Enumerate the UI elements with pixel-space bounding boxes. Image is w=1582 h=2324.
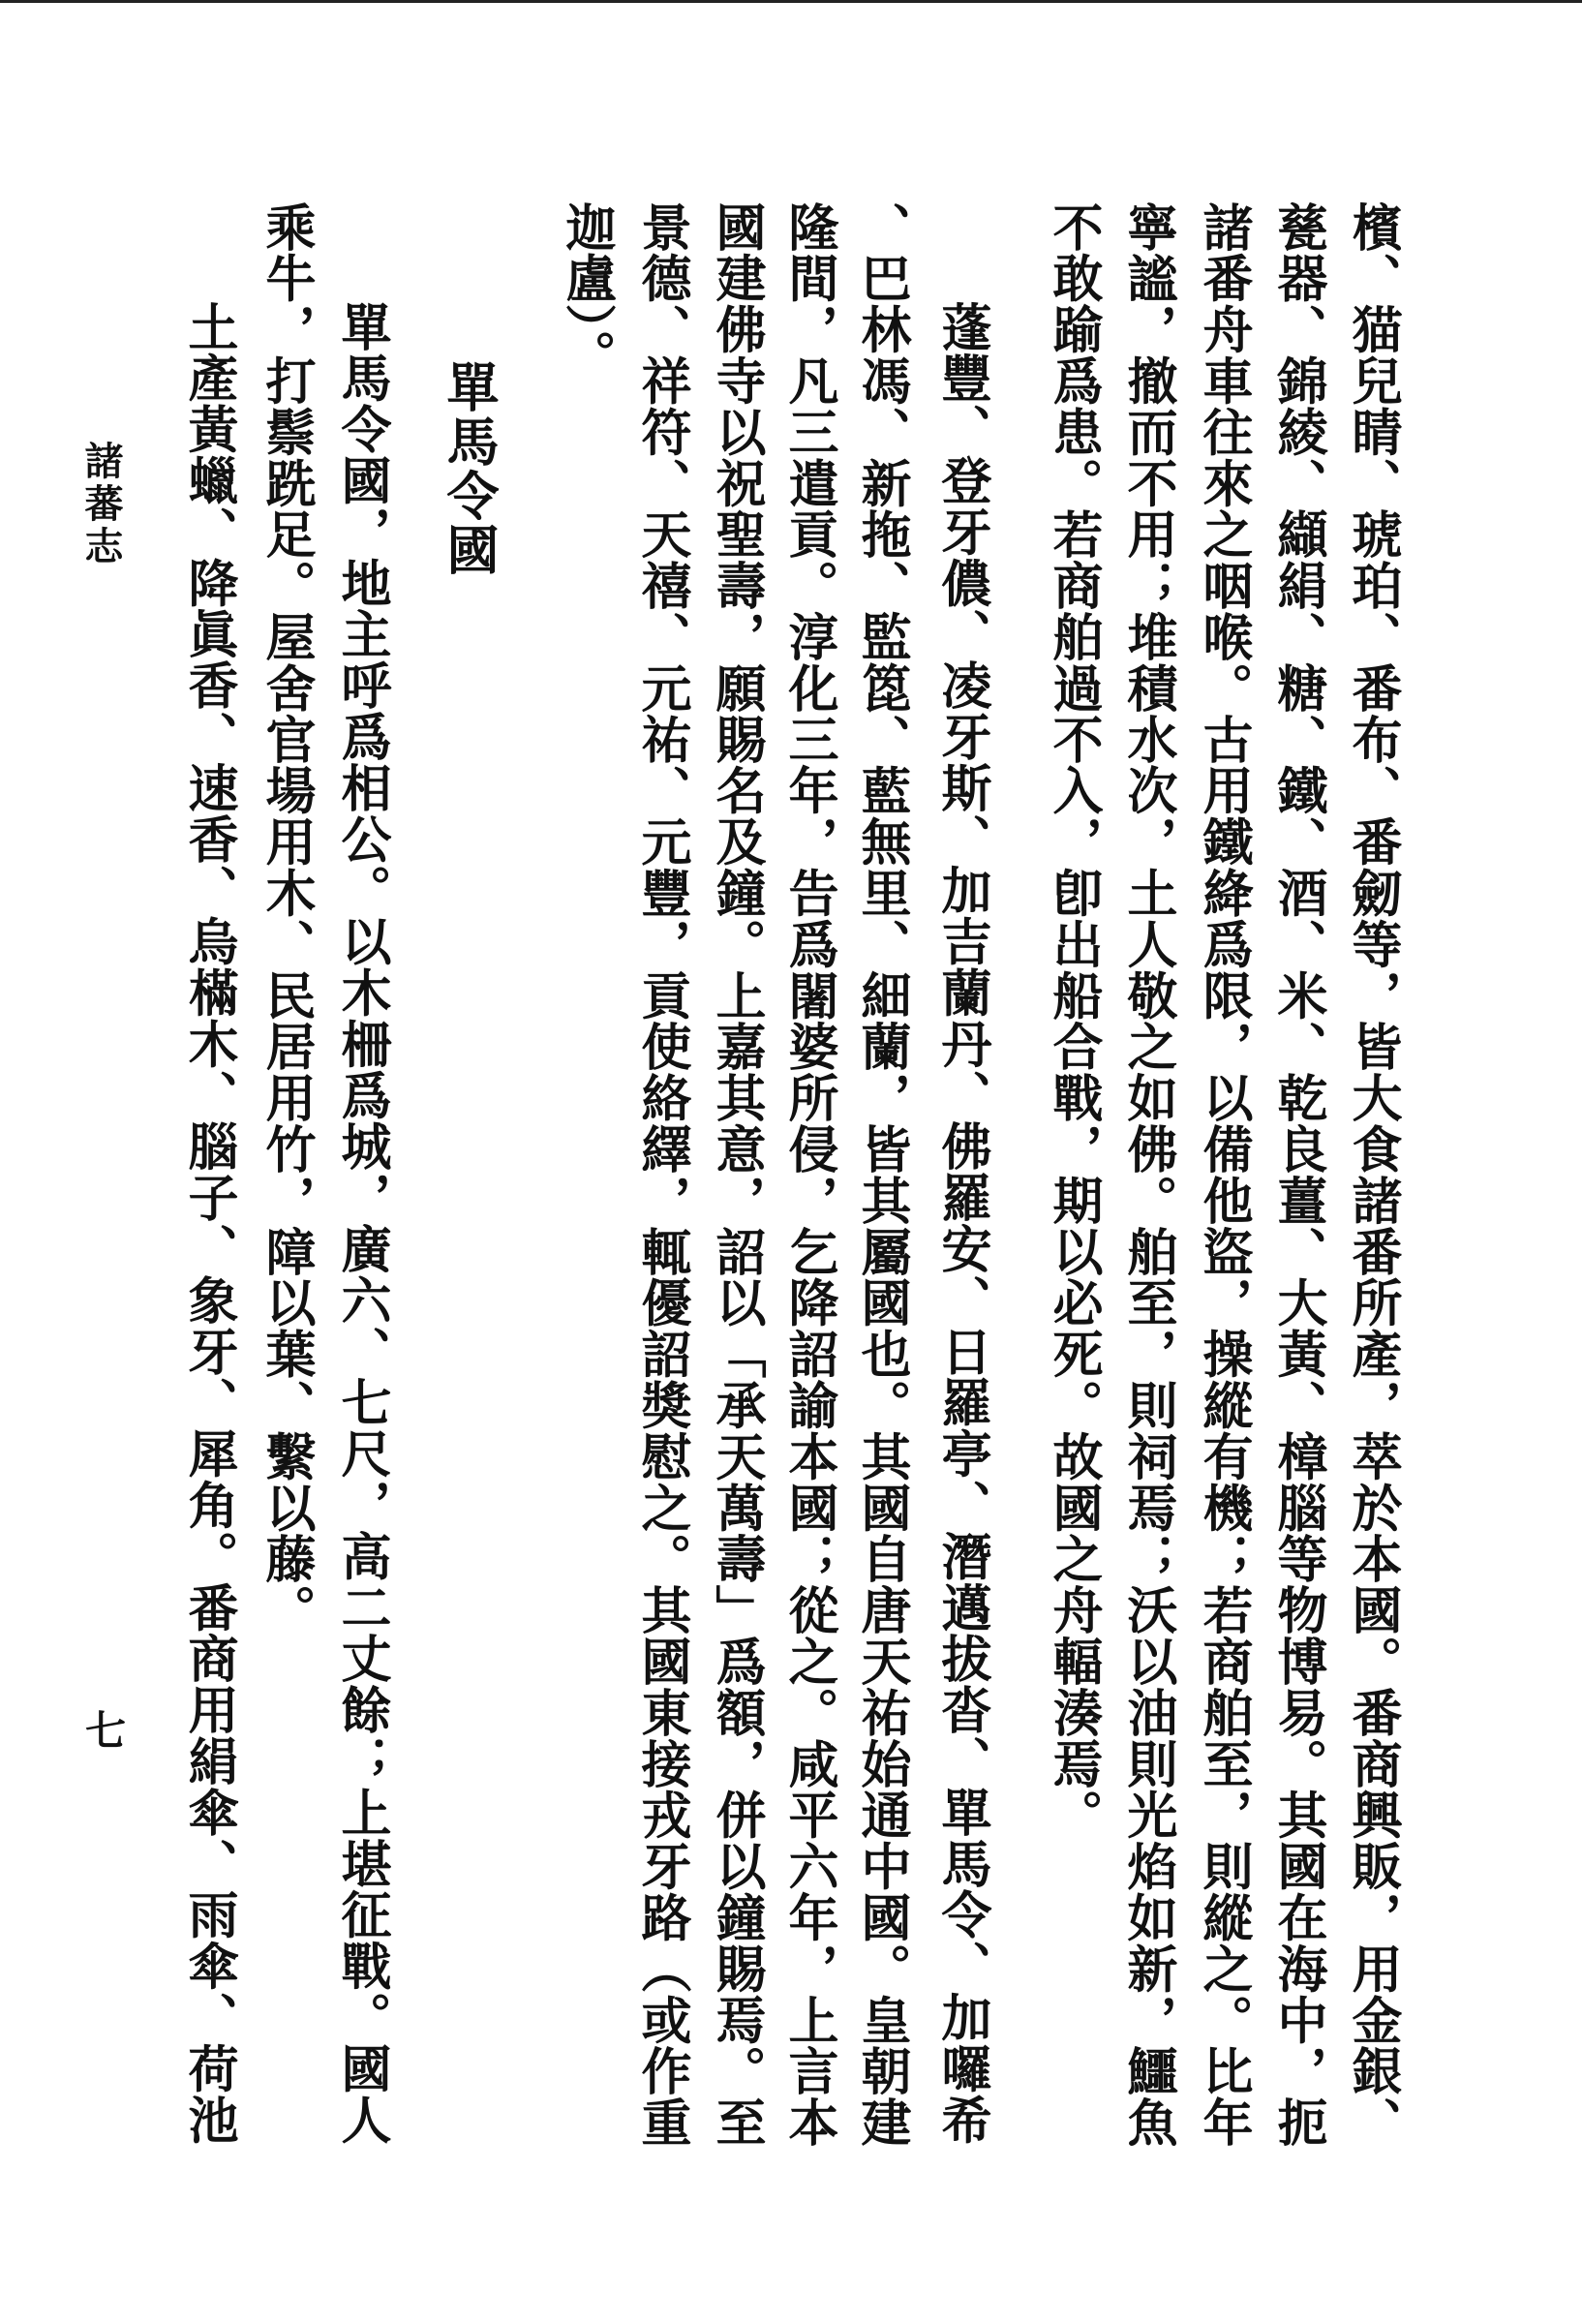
text-column-11: 迦盧）。 bbox=[557, 201, 616, 382]
section-heading: 單馬令國 bbox=[439, 360, 501, 577]
text-column-6: 蓬豐、登牙儂、凌牙斯、加吉蘭丹、佛羅安、日羅亭、潛邁拔沓、單馬令、加囉希 bbox=[932, 301, 991, 2146]
text-column-14: 土產黃蠟、降眞香、速香、烏樠木、腦子、象牙、犀角。番商用絹傘、雨傘、荷池 bbox=[179, 301, 238, 2146]
text-column-2: 甆器、錦綾、纈絹、糖、鐵、酒、米、乾良薑、大黃、樟腦等物博易。其國在海中，扼 bbox=[1268, 201, 1327, 2149]
page-number: 七 bbox=[79, 1709, 127, 1750]
text-column-9: 國建佛寺以祝聖壽，願賜名及鐘。上嘉其意，詔以「承天萬壽」爲額，併以鐘賜焉。至 bbox=[707, 201, 766, 2149]
text-column-7: 、巴林馮、新拖、監箆、藍無里、細蘭，皆其屬國也。其國自唐天祐始通中國。皇朝建 bbox=[852, 201, 911, 2149]
text-column-1: 檳、猫兒睛、琥珀、番布、番劒等，皆大食諸番所產，萃於本國。番商興販，用金銀、 bbox=[1343, 201, 1402, 2149]
text-column-8: 隆間，凡三遣貢。淳化三年，告爲闍婆所侵，乞降詔諭本國；從之。咸平六年，上言本 bbox=[779, 201, 838, 2149]
text-column-3: 諸番舟車往來之咽喉。古用鐵絳爲限，以備他盜，操縱有機；若商舶至，則縱之。比年 bbox=[1194, 201, 1253, 2149]
text-column-4: 寧謐，撤而不用；堆積水次，土人敬之如佛。舶至，則祠焉；沃以油則光焰如新，鱷魚 bbox=[1118, 201, 1177, 2149]
text-column-12: 單馬令國，地主呼爲相公。以木柵爲城，廣六、七尺，高二丈餘；上堪征戰。國人 bbox=[332, 301, 391, 2146]
text-column-13: 乘牛，打鬃跣足。屋舍官場用木、民居用竹，障以葉、繫以藤。 bbox=[257, 201, 316, 1636]
text-column-5: 不敢踰爲患。若商舶過不入，卽出船合戰，期以必死。故國之舟輻湊焉。 bbox=[1044, 201, 1103, 1841]
running-head: 諸蕃志 bbox=[78, 441, 124, 568]
text-column-10: 景德、祥符、天禧、元祐、元豐，貢使絡繹，輒優詔獎慰之。其國東接戎牙路（或作重 bbox=[632, 201, 691, 2149]
